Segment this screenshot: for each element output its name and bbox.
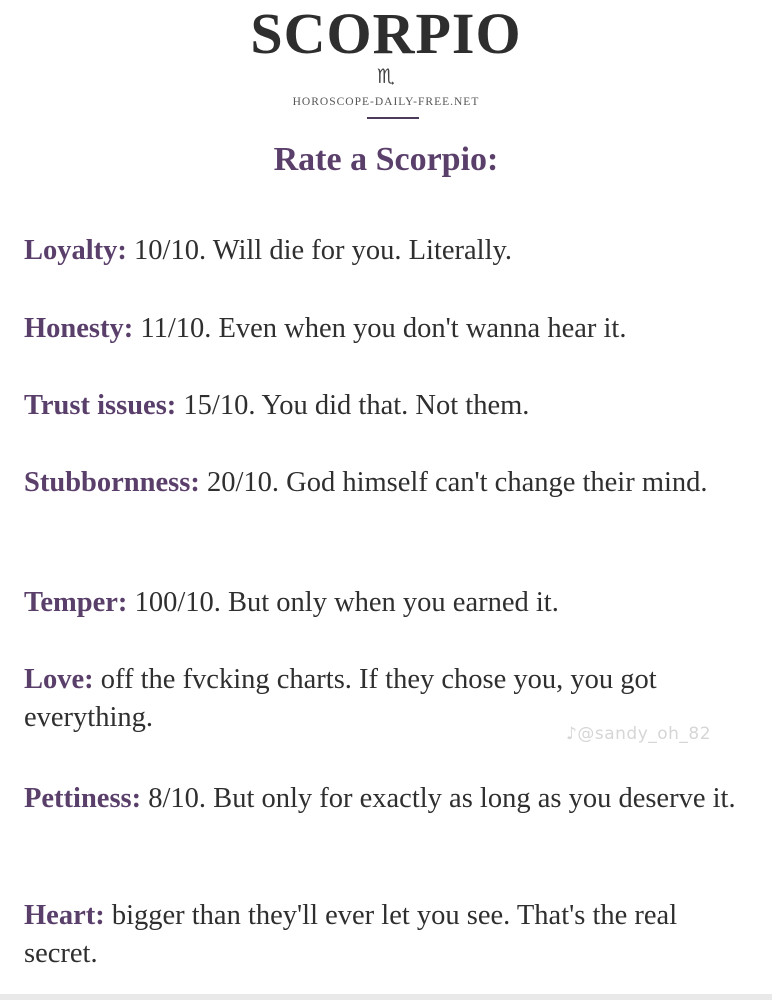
rating-text: 15/10. You did that. Not them. <box>183 390 530 421</box>
rating-loyalty <box>24 232 754 270</box>
rating-text: 11/10. Even when you don't wanna hear it. <box>140 313 627 344</box>
rating-text: bigger than they'll ever let you see. That's the real secret. <box>24 900 678 969</box>
rating-text: 10/10. Will die for you. Literally. <box>134 235 513 266</box>
rating-trust-issues <box>24 387 754 425</box>
rating-temper <box>24 584 754 622</box>
watermark: ♪@sandy_oh_82 <box>566 724 712 744</box>
rating-label: Heart: <box>24 900 105 931</box>
rating-label: Love: <box>24 664 94 695</box>
rating-label: Honesty: <box>24 313 134 344</box>
rating-text: 8/10. But only for exactly as long as you deserve it. <box>148 783 736 814</box>
rating-pettiness <box>24 780 754 818</box>
page-title: SCORPIO <box>250 1 522 66</box>
rating-label: Stubbornness: <box>24 467 200 498</box>
scorpio-symbol-icon: ♏ <box>377 64 395 88</box>
rating-heart <box>24 897 754 973</box>
rating-text: 20/10. God himself can't change their mind. <box>206 467 708 498</box>
bottom-bar <box>0 994 772 1000</box>
rating-text: 100/10. But only when you earned it. <box>134 587 559 618</box>
rating-label: Temper: <box>24 587 128 618</box>
rating-honesty <box>24 310 754 348</box>
subtitle: Rate a Scorpio: <box>273 141 499 178</box>
rating-label: Trust issues: <box>24 390 177 421</box>
site-name: HOROSCOPE-DAILY-FREE.NET <box>292 96 480 108</box>
rating-label: Loyalty: <box>24 235 127 266</box>
rating-stubbornness <box>24 464 754 502</box>
rating-label: Pettiness: <box>24 783 142 814</box>
divider <box>367 117 419 119</box>
rating-text: off the fvcking charts. If they chose you, you got everything. <box>24 664 657 733</box>
